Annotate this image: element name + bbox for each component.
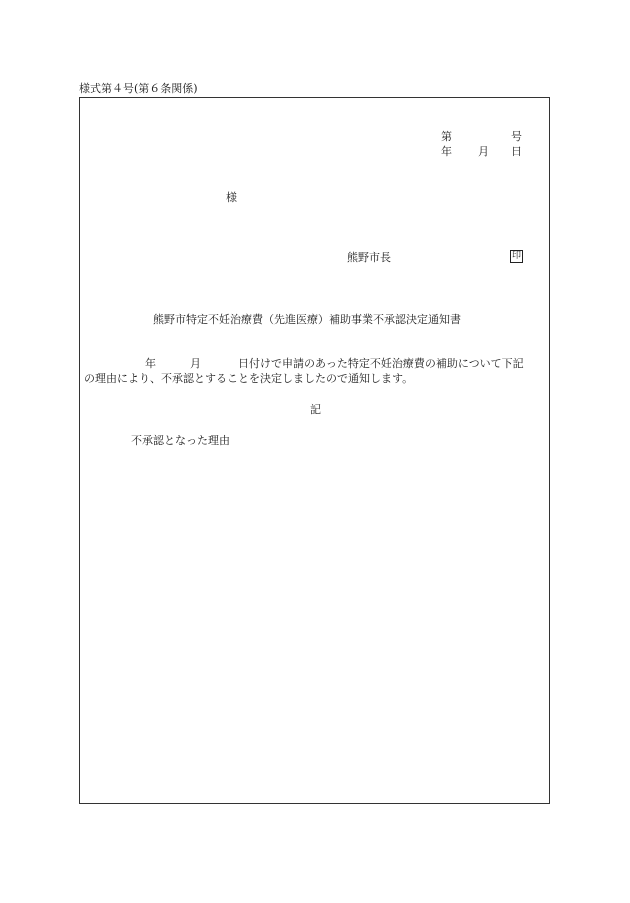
reason-label: 不承認となった理由 (131, 434, 230, 447)
body-month-label: 月 (190, 357, 201, 370)
document-title: 熊野市特定不妊治療費（先進医療）補助事業不承認決定通知書 (153, 313, 461, 326)
date-year-label: 年 (441, 145, 452, 158)
date-month-label: 月 (478, 145, 489, 158)
form-label: 様式第４号(第６条関係) (79, 82, 198, 95)
issuer-name: 熊野市長 (347, 251, 391, 264)
number-suffix: 号 (511, 130, 522, 143)
ki-heading: 記 (310, 403, 321, 416)
number-prefix: 第 (441, 130, 452, 143)
body-line-2: の理由により、不承認とすることを決定しましたので通知します。 (84, 372, 414, 385)
seal-mark: 印 (511, 251, 521, 261)
body-year-label: 年 (145, 357, 156, 370)
document-frame (79, 97, 550, 804)
date-day-label: 日 (511, 145, 522, 158)
body-line-1: 日付けで申請のあった特定不妊治療費の補助について下記 (238, 357, 524, 370)
recipient-honorific: 様 (226, 191, 237, 204)
